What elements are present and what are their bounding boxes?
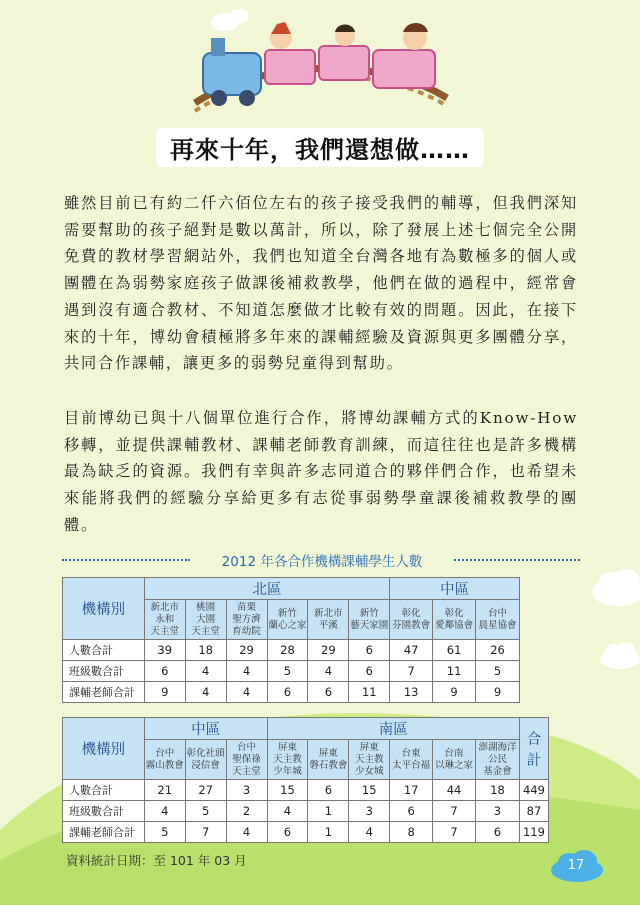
table1-corner-header: 機構別 [63, 578, 145, 640]
org-header-cell [308, 600, 349, 640]
value-cell: 1 [308, 822, 349, 843]
org-name-line: 台中 [155, 747, 175, 759]
value-cell: 3 [349, 801, 390, 822]
value-cell: 26 [476, 640, 520, 661]
value-cell: 4 [349, 822, 390, 843]
table-row [63, 801, 549, 822]
value-cell: 7 [185, 822, 226, 843]
value-cell: 7 [433, 822, 476, 843]
value-cell: 4 [185, 661, 226, 682]
org-name-line: 天主堂 [150, 625, 179, 637]
org-name-line: 苗栗 [237, 601, 257, 613]
table-row [63, 822, 549, 843]
cloud-decoration-icon [588, 566, 640, 608]
org-name-line: 台東 [401, 747, 421, 759]
data-date-footnote: 資料統計日期：至 101 年 03 月 [66, 853, 247, 868]
org-name-line: 公民 [487, 753, 507, 765]
org-name-line: 聖保祿 [232, 753, 261, 765]
value-cell: 8 [390, 822, 433, 843]
stats-table-central-south [62, 717, 549, 843]
dotted-divider-left [62, 559, 190, 561]
org-header-cell [185, 600, 226, 640]
org-name-line: 基金會 [483, 765, 512, 777]
org-name-line: 天主堂 [232, 765, 261, 777]
value-cell: 39 [144, 640, 185, 661]
org-header-cell [476, 600, 520, 640]
value-cell: 3 [226, 780, 267, 801]
value-cell: 1 [308, 801, 349, 822]
value-cell: 4 [226, 661, 267, 682]
org-header-cell [144, 740, 185, 780]
value-cell: 11 [433, 661, 476, 682]
org-name-line: 愛鄰協會 [435, 619, 474, 631]
table-row [63, 661, 520, 682]
table1-region-central: 中區 [390, 578, 520, 600]
value-cell: 21 [144, 780, 185, 801]
table-row [63, 682, 520, 703]
value-cell: 6 [349, 661, 390, 682]
org-name-line: 屏東 [277, 741, 297, 753]
value-cell: 7 [390, 661, 433, 682]
value-cell: 2 [226, 801, 267, 822]
value-cell: 6 [390, 801, 433, 822]
value-cell: 47 [390, 640, 433, 661]
org-header-cell [226, 740, 267, 780]
org-name-line: 育幼院 [232, 625, 261, 637]
org-name-line: 磐石教會 [309, 759, 348, 771]
total-cell: 87 [519, 801, 548, 822]
org-name-line: 平溪 [318, 619, 338, 631]
value-cell: 27 [185, 780, 226, 801]
org-name-line: 天主教 [273, 753, 302, 765]
org-header-cell [476, 740, 520, 780]
row-label: 課輔老師合計 [63, 822, 145, 843]
value-cell: 11 [349, 682, 390, 703]
stats-table-north-central [62, 577, 520, 703]
org-name-line: 永和 [155, 613, 175, 625]
row-label: 人數合計 [63, 780, 145, 801]
table-section-title: 2012 年各合作機構課輔學生人數 [221, 554, 423, 570]
value-cell: 6 [349, 640, 390, 661]
value-cell: 5 [476, 661, 520, 682]
value-cell: 6 [308, 780, 349, 801]
value-cell: 5 [144, 822, 185, 843]
value-cell: 6 [308, 682, 349, 703]
value-cell: 5 [185, 801, 226, 822]
org-header-cell [349, 740, 390, 780]
value-cell: 29 [308, 640, 349, 661]
org-name-line: 少年城 [273, 765, 302, 777]
org-header-cell [185, 740, 226, 780]
value-cell: 44 [433, 780, 476, 801]
table1-region-north: 北區 [144, 578, 389, 600]
cloud-decoration-icon [598, 640, 640, 670]
org-header-cell [308, 740, 349, 780]
value-cell: 3 [476, 801, 520, 822]
value-cell: 6 [267, 682, 308, 703]
org-name-line: 澎湖海洋 [478, 741, 517, 753]
body-paragraph-2: 目前博幼已與十八個單位進行合作，將博幼課輔方式的Know-How移轉，並提供課輔教材、課輔老師教育訓練，而這往往也是許多機構最為缺乏的資源。我們有幸與許多志同道合的夥伴們合作，也希望未來能將我們的經驗分享給更多有志從事弱勢學童課後補救教學的團體。 [64, 409, 578, 534]
value-cell: 6 [267, 822, 308, 843]
body-paragraph-1: 雖然目前已有約二仟六佰位左右的孩子接受我們的輔導，但我們深知需要幫助的孩子絕對是數以萬計，所以，除了發展上述七個完全公開免費的教材學習網站外，我們也知道全台灣各地有為數極多的個人或團體在為弱勢家庭孩子做課後補救教學，他們在做的過程中，經常會遇到沒有適合教材、不知道怎麼做才比較有效的問題。因此，在接下來的十年，博幼會積極將多年來的課輔經驗及資源與更多團體分享，共同合作課輔，讓更多的弱勢兒童得到幫助。 [64, 194, 578, 373]
org-name-line: 彰化 [444, 607, 464, 619]
org-name-line: 以琳之家 [435, 759, 474, 771]
value-cell: 9 [144, 682, 185, 703]
table-row [63, 780, 549, 801]
org-name-line: 天主堂 [191, 625, 220, 637]
org-header-cell [390, 740, 433, 780]
table-row [63, 640, 520, 661]
row-label: 班級數合計 [63, 661, 145, 682]
table2-corner-header: 機構別 [63, 718, 145, 780]
value-cell: 4 [308, 661, 349, 682]
table-section-header [62, 548, 580, 570]
dotted-divider-right [454, 559, 580, 561]
row-label: 課輔老師合計 [63, 682, 145, 703]
org-name-line: 聖方濟 [232, 613, 261, 625]
org-name-line: 新北市 [314, 607, 343, 619]
value-cell: 4 [226, 822, 267, 843]
org-name-line: 彰化 [401, 607, 421, 619]
value-cell: 4 [144, 801, 185, 822]
table2-region-south: 南區 [267, 718, 519, 740]
org-name-line: 屏東 [318, 747, 338, 759]
value-cell: 15 [349, 780, 390, 801]
value-cell: 17 [390, 780, 433, 801]
org-name-line: 藝天家園 [350, 619, 389, 631]
org-header-cell [267, 740, 308, 780]
org-name-line: 天主教 [354, 753, 384, 765]
org-name-line: 新竹 [277, 607, 297, 619]
value-cell: 28 [267, 640, 308, 661]
org-header-cell [144, 600, 185, 640]
row-label: 人數合計 [63, 640, 145, 661]
org-header-cell [433, 740, 476, 780]
org-name-line: 芬園教會 [392, 619, 431, 631]
org-header-cell [267, 600, 308, 640]
value-cell: 7 [433, 801, 476, 822]
org-header-cell [433, 600, 476, 640]
value-cell: 9 [476, 682, 520, 703]
total-cell: 449 [519, 780, 548, 801]
total-cell: 119 [519, 822, 548, 843]
value-cell: 4 [226, 682, 267, 703]
org-name-line: 彰化社頭 [186, 747, 225, 759]
org-name-line: 浸信會 [191, 759, 220, 771]
value-cell: 29 [226, 640, 267, 661]
org-name-line: 太平台福 [392, 759, 431, 771]
page-number: 17 [567, 858, 585, 873]
org-header-cell [226, 600, 267, 640]
org-name-line: 屏東 [359, 741, 379, 753]
org-name-line: 新竹 [359, 607, 379, 619]
org-name-line: 新北市 [150, 601, 179, 613]
org-name-line: 台南 [444, 747, 464, 759]
value-cell: 6 [476, 822, 520, 843]
org-name-line: 霧山教會 [145, 759, 184, 771]
value-cell: 9 [433, 682, 476, 703]
org-name-line: 少女城 [354, 765, 384, 777]
org-name-line: 大園 [196, 613, 216, 625]
org-name-line: 桃園 [196, 601, 216, 613]
value-cell: 61 [433, 640, 476, 661]
org-name-line: 晨星協會 [478, 619, 517, 631]
org-header-cell [349, 600, 390, 640]
value-cell: 4 [185, 682, 226, 703]
org-name-line: 台中 [237, 741, 257, 753]
value-cell: 18 [185, 640, 226, 661]
value-cell: 6 [144, 661, 185, 682]
value-cell: 5 [267, 661, 308, 682]
value-cell: 18 [476, 780, 520, 801]
org-name-line: 蘭心之家 [268, 619, 307, 631]
train-illustration [185, 8, 455, 133]
table2-region-central: 中區 [144, 718, 267, 740]
org-header-cell [390, 600, 433, 640]
value-cell: 15 [267, 780, 308, 801]
value-cell: 4 [267, 801, 308, 822]
value-cell: 13 [390, 682, 433, 703]
row-label: 班級數合計 [63, 801, 145, 822]
org-name-line: 台中 [488, 607, 508, 619]
table2-total-header: 合計 [519, 718, 548, 780]
page-title: 再來十年，我們還想做…… [156, 128, 484, 167]
